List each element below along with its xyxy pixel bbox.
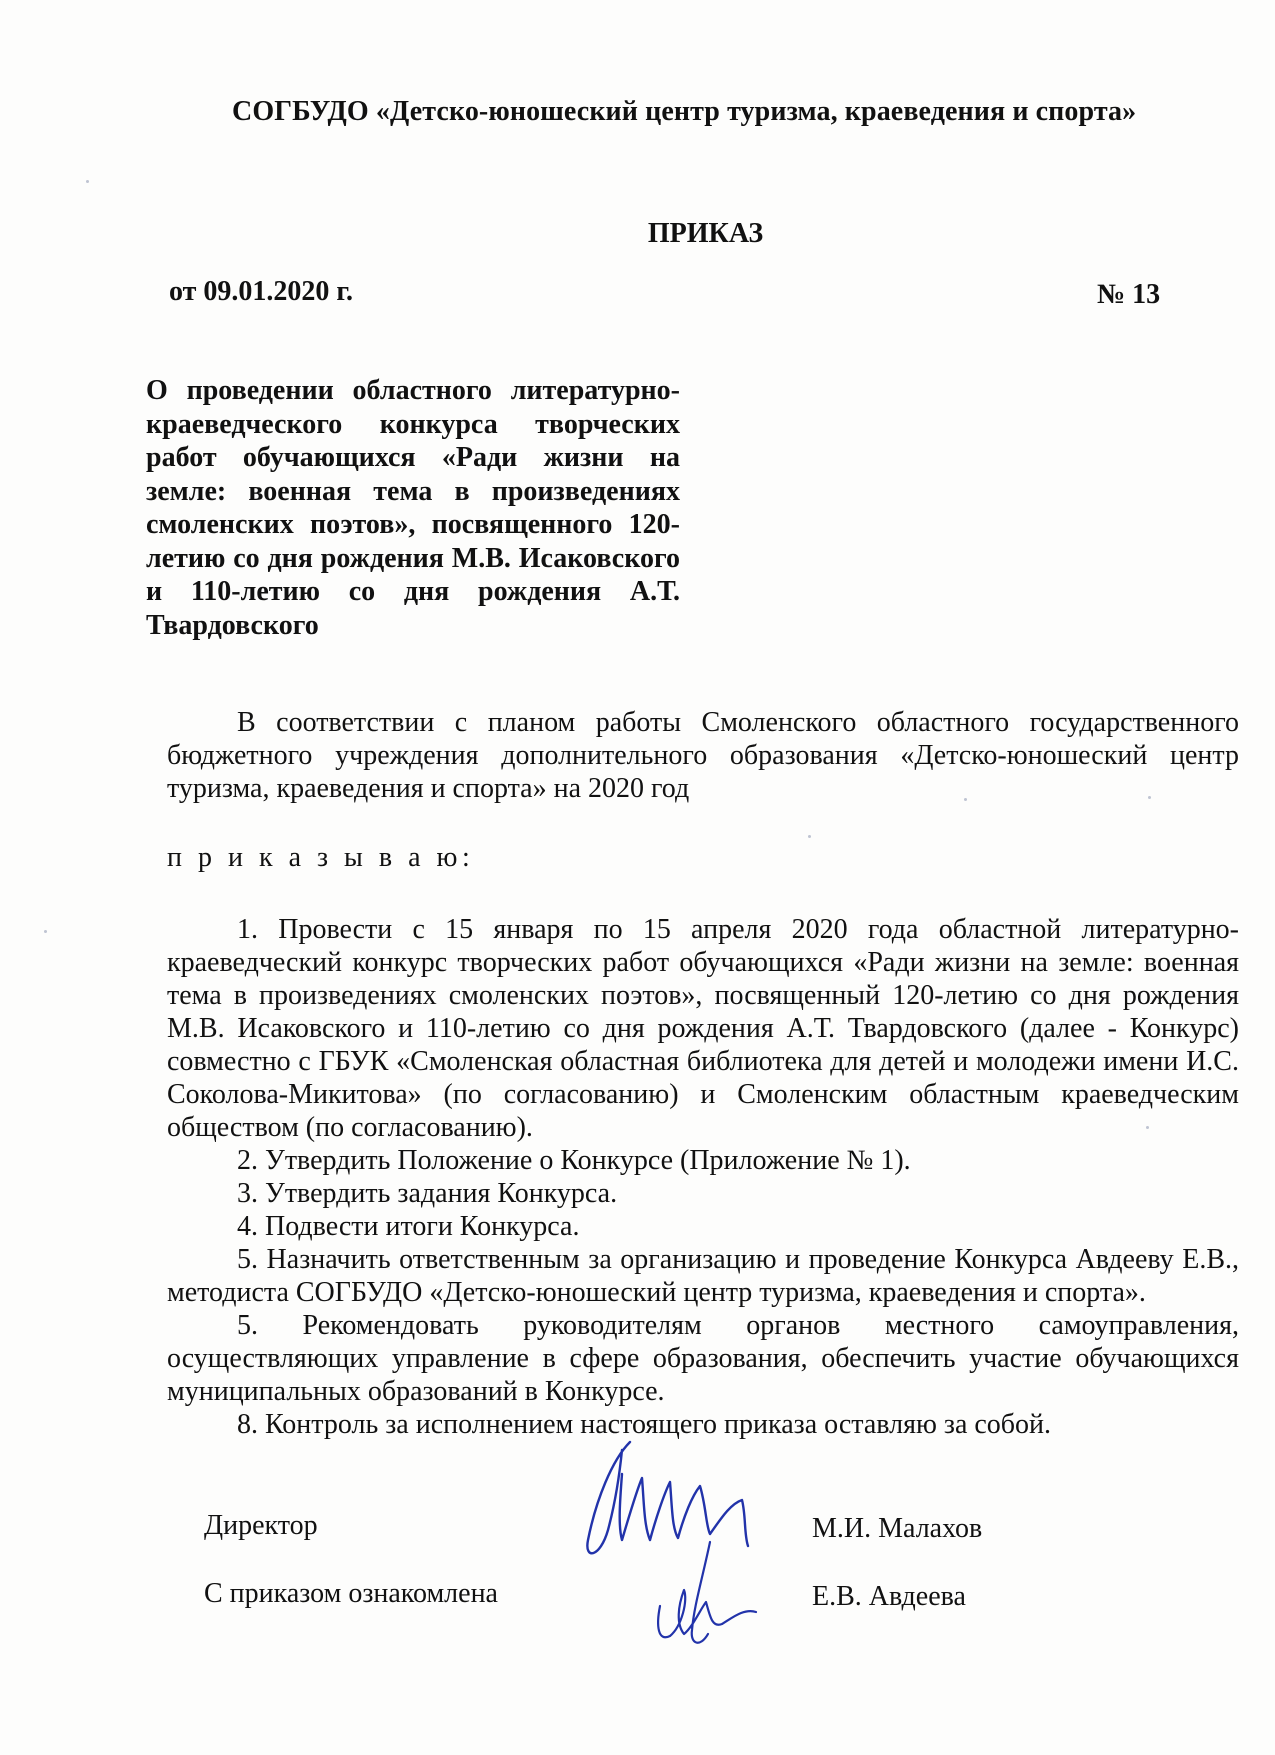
organization-header: СОГБУДО «Детско-юношеский центр туризма, краеведения и спорта» [232, 96, 1137, 127]
acknowledgement-label: С приказом ознакомлена [204, 1578, 498, 1609]
director-signature [587, 1442, 748, 1553]
order-item: 4. Подвести итоги Конкурса. [237, 1211, 580, 1242]
scan-speck [964, 798, 967, 801]
document-title: ПРИКАЗ [647, 218, 764, 249]
scan-speck [44, 930, 47, 933]
scan-speck [1146, 1126, 1149, 1129]
scan-speck [1148, 796, 1151, 799]
order-item: 5. Рекомендовать руководителям органов местного самоуправления, осуществляющих управление в сфере образования, обеспечить участие обучающихся муниципальных образований в Конкурсе. [167, 1310, 1239, 1407]
preamble-text: В соответствии с планом работы Смоленского областного государственного бюджетного учреждения дополнительного образования «Детско-юношеский центр туризма, краеведения и спорта» на 2020 год [167, 707, 1239, 804]
order-item: 3. Утвердить задания Конкурса. [237, 1178, 618, 1209]
order-item: 1. Провести с 15 января по 15 апреля 2020 года областной литературно-краеведческий конкурс творческих работ обучающихся «Ради жизни на земле: военная тема в произведениях смоленских поэтов», посвященный 120-летию со дня рождения М.В. Исаковского и 110-летию со дня рождения А.Т. Твардовского (далее - Конкурс) совместно с ГБУК «Смоленская областная библиотека для детей и молодежи имени И.С. Соколова-Микитова» (по согласованию) и Смоленским областным краеведческим обществом (по согласованию). [167, 914, 1239, 1143]
acknowledger-name: Е.В. Авдеева [812, 1581, 966, 1612]
preamble [167, 706, 1239, 805]
director-name: М.И. Малахов [812, 1513, 983, 1544]
director-role: Директор [204, 1510, 318, 1541]
order-item: 5. Назначить ответственным за организацию и проведение Конкурса Авдееву Е.В., методиста СОГБУДО «Детско-юношеский центр туризма, краеведения и спорта». [167, 1244, 1239, 1308]
order-word: п р и к а з ы в а ю: [167, 842, 475, 873]
scan-speck [808, 835, 811, 838]
order-date: от 09.01.2020 г. [169, 276, 353, 307]
scan-speck [86, 180, 89, 183]
order-items [167, 913, 1239, 1441]
order-item: 8. Контроль за исполнением настоящего приказа оставляю за собой. [237, 1409, 1052, 1440]
order-subject: О проведении областного литературно-краеведческого конкурса творческих работ обучающихся «Ради жизни на земле: военная тема в произведениях смоленских поэтов», посвященного 120-летию со дня рождения М.В. Исаковского и 110-летию со дня рождения А.Т. Твардовского [146, 375, 680, 641]
order-item: 2. Утвердить Положение о Конкурсе (Приложение № 1). [237, 1145, 911, 1176]
acknowledger-signature [658, 1542, 756, 1643]
order-number: № 13 [1097, 279, 1161, 310]
handwritten-signatures [560, 1430, 820, 1660]
